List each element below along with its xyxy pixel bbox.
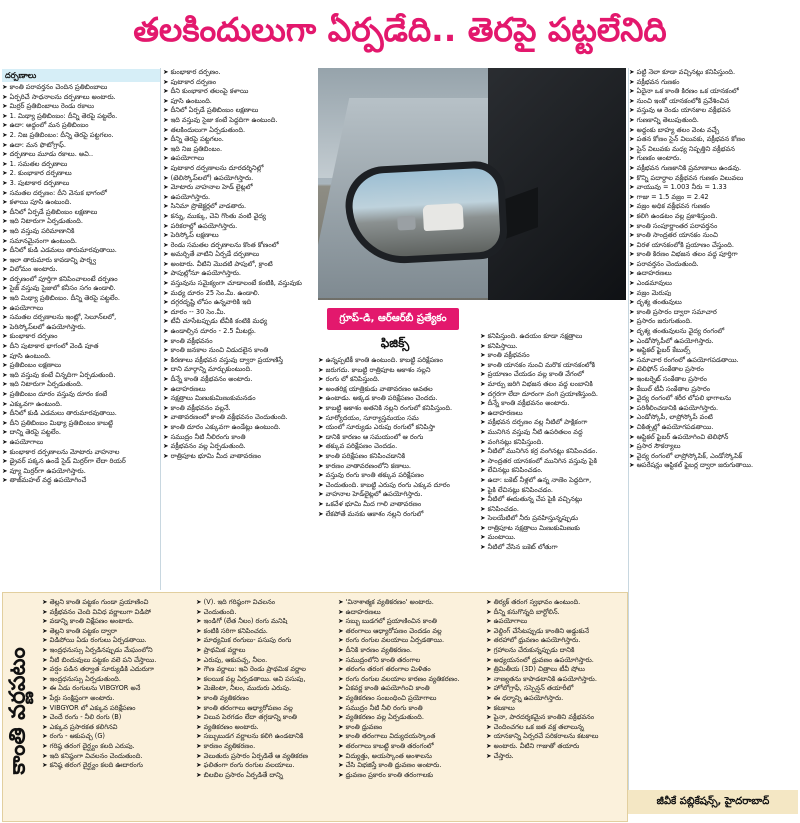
- text-line: ➤ దర్పణంలో పూర్తిగా కనిపించాలంటే దర్పణం: [2, 275, 160, 285]
- box-column-1: [42, 598, 192, 816]
- text-line: ➤ దర్పణాలు మూడు రకాలు. అవి..: [2, 150, 160, 160]
- text-line: ➤ ప్రాథమిక వర్ణాలు: [196, 646, 334, 656]
- headline: తలకిందులుగా ఏర్పడేది.. తెరపై పట్టలేనిది: [133, 9, 667, 49]
- text-line: ➤ పైనా, పారదర్శకమైన కాంతిని వక్రీభవనం: [486, 713, 624, 723]
- text-line: ➤ దాన్ని తెరపై పట్టలేం.: [2, 428, 160, 438]
- text-line: ➤ గరిష్ఠ తరంగ దైర్ఘ్యం కలది ఎరుపు.: [42, 742, 192, 752]
- text-line: ➤ మెజెంటా, నీలం, ముదురు ఎరుపు.: [196, 684, 334, 694]
- text-line: ➤ టెలిఫోన్ సంకేతాల ప్రసారం: [629, 365, 799, 375]
- text-line: ➤ కాంతి తరంగాలు ఆధ్యారోపణం వల్ల: [196, 704, 334, 714]
- text-line: ➤ ప్రతిబింబం లక్షణాలు: [2, 361, 160, 371]
- text-line: ➤ నాణ్యతను కాపాడటానికి ఉపయోగిస్తారు.: [486, 675, 624, 685]
- text-line: ➤ కుంభాకార దర్పణం: [2, 332, 160, 342]
- text-line: ➤ కలయిక వల్ల ఏర్పడతాయి. అవి పసుపు,: [196, 675, 334, 685]
- text-line: ➤ దీన్ని తెరపై పట్టగలం.: [163, 135, 315, 145]
- text-line: ➤ గ్రహాలను చేరుకున్నప్పుడు దానికి: [486, 646, 624, 656]
- text-line: ➤ అమర్చితే వాటిని ఏర్పడే దర్పణాలు: [163, 250, 315, 260]
- text-line: ➤ ఇది మిథ్యా ప్రతిబింబం. దీన్ని తెరపై పట్టలేం.: [2, 294, 160, 304]
- text-line: ➤ కాంతి దూరం ఎక్కువగా ఉండేట్లు ఉంటుంది.: [163, 423, 315, 433]
- text-line: ➤ సాంద్రతర యానకంలో మునిగిన వస్తువు పైకి: [480, 457, 626, 467]
- text-line: ➤ ఎక్కువగా ఉంటుంది.: [2, 400, 160, 410]
- text-line: ➤ పాపుల్లోనూ ఉపయోగిస్తారు.: [163, 269, 315, 279]
- box-column-3: [338, 598, 482, 816]
- text-line: ➤ కంటికి సరిగా కనిపించదు.: [196, 627, 334, 637]
- text-line: ➤ కాంతి యానకం నుంచి మరొక యానకంలోకి: [480, 361, 626, 371]
- text-line: ➤ సబ్బుబుడగ వర్ణాలను కలిగి ఉండటానికి: [196, 732, 334, 742]
- text-line: ➤ వ్యతికరణం అంటారు.: [196, 723, 334, 733]
- text-line: ➤ సమాచార రంగంలో ఉపయోగపడతాయి.: [629, 356, 799, 366]
- text-line: ➤ ఆప్టికల్ ఫైబర్ కేబుల్స్: [629, 346, 799, 356]
- text-line: ➤ VIBGYOR లో ఎక్కువ పరిక్షేపణం: [42, 704, 192, 714]
- text-line: ➤ కలిగి ఉండటం వల్ల ప్రకాశిస్తుంది.: [629, 212, 799, 222]
- text-line: ➤ దగ్గరగా లేదా దూరంగా వంగి ప్రయాణిస్తుంది.: [480, 390, 626, 400]
- text-line: ➤ ప్రయాణం చేయడం వల్ల కాంతి వేగంలో: [480, 370, 626, 380]
- column-5: [628, 68, 799, 808]
- text-line: ➤ సముద్రంలోని కాంతి తరంగాల: [338, 656, 482, 666]
- text-line: ➤ సమతల దర్పణాలను ఇంట్లో, సెలూన్‌లలో,: [2, 313, 160, 323]
- text-line: ➤ నీటి బిందువులు పట్టకం వలె పని చేస్తాయి.: [42, 656, 192, 666]
- text-line: ➤ చేసి విభజిస్తే కాంతి ధ్రువణం అంటారు.: [338, 761, 482, 771]
- text-line: ➤ కాంతి వ్యతికరణం: [196, 694, 334, 704]
- text-line: ➤ మునిగిన వస్తువు నీటి ఉపరితలం వద్ద: [480, 428, 626, 438]
- text-line: ➤ టీవీ చూసేటప్పుడు టీవీకి కంటికి మధ్య: [163, 317, 315, 327]
- text-line: ➤ అంటారు. వీటిని గాజుతో తయారు: [486, 742, 624, 752]
- text-line: ➤ తరంగాలు ఆధ్యారోపణం చెందడం వల్ల: [338, 627, 482, 637]
- text-line: ➤ హోలోగ్రాఫీ, సస్పెన్షన్ తయారీలో: [486, 684, 624, 694]
- text-line: ➤ (V). ఇది గరిష్ఠంగా విచలనం: [196, 598, 334, 608]
- text-line: ➤ కాంతి జనకాల నుంచి విడుదలైన కాంతి: [163, 346, 315, 356]
- text-line: ➤ దృశ్య తంతువులను వైద్య రంగంలో: [629, 327, 799, 337]
- text-line: ➤ వాహనాల హెడ్‌లైట్లలో ఉపయోగిస్తారు.: [318, 490, 478, 500]
- column-1: [2, 68, 161, 590]
- text-line: ➤ వ్యతికరణం సంబంధించి ప్రయోగాలు: [338, 694, 482, 704]
- text-line: ➤ కాంతి కిరణం విభజన తలం వద్ద పూర్తిగా: [629, 250, 799, 260]
- text-line: ➤ ఈ ఏడు రంగులను VIBGYOR అనే: [42, 684, 192, 694]
- box-side-title: [6, 625, 36, 797]
- text-line: ➤ ఇది నిటారుగా ఏర్పడుతుంది.: [2, 380, 160, 390]
- text-line: ➤ విరళ యానకంలోకి ప్రయాణం చేస్తుంది.: [629, 241, 799, 251]
- text-line: ➤ ఉపయోగిస్తారు.: [163, 193, 315, 203]
- text-line: ➤ ఆప్టికల్ ఫైబర్ ఉపయోగించి టెలిఫోన్: [629, 433, 799, 443]
- text-line: ➤ డానికి కారణం ఆ సమయంలో ఆ రంగు: [318, 433, 478, 443]
- text-line: ➤ కాంతి సాంద్రతర యానకం నుంచి: [629, 231, 799, 241]
- text-line: ➤ సెలయేటిలో నీరు ప్రవహిస్తున్నప్పుడు: [480, 514, 626, 524]
- text-line: ➤ మాధ్యమిక రంగులు- పసుపు రంగు: [196, 636, 334, 646]
- text-line: ➤ ఎండోస్కోపీలో ఉపయోగిస్తారు.: [629, 337, 799, 347]
- text-line: ➤ తెల్లని కాంతి పట్టకం ద్వారా: [42, 627, 192, 637]
- exam-banner: గ్రూప్-డి, ఆర్‌ఆర్‌బీ ప్రత్యేకం: [327, 308, 459, 330]
- text-line: ➤ ఇంద్రధనుస్సు ఏర్పడినప్పుడు మేఘంలోని: [42, 646, 192, 656]
- text-line: ➤ సముద్రం నీటి నీలిరంగు కాంతి: [163, 433, 315, 443]
- text-line: ➤ కనిపించడం.: [480, 505, 626, 515]
- text-line: ➤ రాత్రిపూట నక్షత్రాలు మిణుకుమిణుకు: [480, 524, 626, 534]
- text-line: ➤ కాంతి పరావర్తనం చెందిన ప్రతిబింబాలు: [2, 83, 160, 93]
- text-line: ➤ ఇది నిజ ప్రతిబింబం.: [163, 145, 315, 155]
- text-line: ➤ కేబుల్ టీవీ సంకేతాల ప్రసారం: [629, 385, 799, 395]
- text-line: ➤ ఒకవేళ భూమి మీద గాలి వాతావరణం: [318, 500, 478, 510]
- text-line: ➤ ఉదా: అద్దంలో మన ప్రతిబింబం: [2, 121, 160, 131]
- text-line: ➤ అంటారు. వీటిని మొదటి పాపులో, క్రాంటి: [163, 260, 315, 270]
- text-line: ➤ దీనిలో కుడి ఎడమలు తారుమారవుతాయి.: [2, 246, 160, 256]
- text-line: ➤ మంటాయి.: [480, 533, 626, 543]
- text-line: ➤ వంగినట్లు కనిపిస్తుంది.: [480, 438, 626, 448]
- text-line: ➤ రెండు సమతల దర్పణాలను కొంత కోణంలో: [163, 241, 315, 251]
- column-2: [163, 68, 315, 590]
- text-line: ➤ దీని ప్రతిబింబం మిథ్యా ప్రతిబింబం కాబట్టి: [2, 419, 160, 429]
- text-line: ➤ వైద్య రంగంలో శరీర లోపలి భాగాలను: [629, 394, 799, 404]
- text-line: ➤ గుణకం అంటారు.: [629, 154, 799, 164]
- text-line: ➤ రంగు - ఆకుపచ్చ (G): [42, 732, 192, 742]
- text-line: ➤ ఇది కనిష్ఠంగా విచలనం చెందుతుంది.: [42, 752, 192, 762]
- text-line: ➤ నక్షత్రాలు మిణుకుమిణుకుమనడం: [163, 394, 315, 404]
- text-line: ➤ దీన్నే కాంతి వక్రీభవనం అంటారు.: [163, 375, 315, 385]
- text-line: ➤ చెందించగల ఒక జత వక్ర తలాలున్న: [486, 723, 624, 733]
- text-line: ➤ మోటారు వాహనాల హెడ్ లైట్లలో: [163, 183, 315, 193]
- column-4-body: [480, 332, 626, 553]
- text-line: ➤ వక్రీభవనం చెంది వివిధ వర్ణాలుగా విడిపో: [42, 608, 192, 618]
- text-line: ➤ కాంతి తరంగాలు విద్యుదయస్కాంత: [338, 732, 482, 742]
- text-line: ➤ ఉన్నప్పటికీ కాంతి ఉంటుంది. కాబట్టి పరిక్షేపణం: [318, 356, 478, 366]
- text-line: ➤ గాజు = 1.5 వజ్రం = 2.42: [629, 193, 799, 203]
- text-line: ➤ వక్రీభవన గుణకానికి ప్రమాణాలు ఉండవు.: [629, 164, 799, 174]
- text-line: ➤ చేస్తారు.: [486, 752, 624, 762]
- text-line: ➤ తరహాలో ధ్రువణం ఉపయోగిస్తారు.: [486, 636, 624, 646]
- text-line: ➤ ఇది వస్తువు కంటే చిన్నదిగా ఏర్పడుతుంది.: [2, 371, 160, 381]
- column-3-body: [318, 356, 478, 519]
- text-line: ➤ ఉదాహరణలు: [629, 269, 799, 279]
- text-line: ➤ నుంచి ఇంకో యానకంలోకి ప్రవేశించిన: [629, 97, 799, 107]
- text-line: ➤ వాతావరణంలో కాంతి వక్రీభవనం చెందుతుంది.: [163, 413, 315, 423]
- text-line: ➤ ఉపయోగాలు: [2, 304, 160, 314]
- text-line: ➤ 1. మిథ్యా ప్రతిబింబం: దీన్ని తెరపై పట్టలేం.: [2, 112, 160, 122]
- text-line: ➤ రంగు రంగుల వలయాలు ఏర్పడతాయి.: [338, 636, 482, 646]
- text-line: ➤ వర్షం పడిన తర్వాత సూర్యుడికి ఎదురుగా: [42, 665, 192, 675]
- text-line: ➤ నీటిలో ఈదుతున్న చేప పైకి వచ్చినట్లు: [480, 495, 626, 505]
- text-line: ➤ వ్యతికరణం వల్ల ఏర్పడుతుంది.: [338, 713, 482, 723]
- text-line: ➤ త్రిమితీయ (3D) చిత్రాలు టీవీ షోలు: [486, 665, 624, 675]
- column-5-body: [629, 68, 799, 471]
- text-line: ➤ కన్ను, ముక్కు, చెవి గొంతు వంటి వైద్య: [163, 212, 315, 222]
- text-line: ➤ మిర్రర్ ప్రతిబింబాలు రెండు రకాలు: [2, 102, 160, 112]
- text-line: ➤ వస్తువును సమైక్యంగా చూడాలంటే కంటికి, వస్తువుకు: [163, 279, 315, 289]
- text-line: ➤ దీనిలో ఏర్పడే ప్రతిబింబం లక్షణాలు: [2, 208, 160, 218]
- text-line: ➤ కొన్ని పదార్థాల వక్రీభవన గుణకం విలువలు: [629, 174, 799, 184]
- text-line: ➤ వైద్య రంగంలో లాప్రోస్కోపిక్, ఎండోస్కోపిక్: [629, 452, 799, 462]
- text-line: ➤ తక్కువ పరిక్షేపణం చెందడం.: [318, 442, 478, 452]
- text-line: ➤ రంగు రంగుల వలయాల కారణం వ్యతికరణం.: [338, 675, 482, 685]
- text-line: ➤ ఉదాహరణలు: [163, 385, 315, 395]
- text-line: ➤ అంతరిక్ష యాత్రికుడు వాతావరణం అవతల: [318, 385, 478, 395]
- text-line: ➤ ఇది వస్తువు పరిమాణానికి: [2, 227, 160, 237]
- text-line: ➤ ఉదా: మన ఫొటోగ్రాఫ్.: [2, 141, 160, 151]
- text-line: ➤ ఆపరేషన్లు ఆప్టికల్ ఫైబర్ల ద్వారా జరుగుతాయి.: [629, 461, 799, 471]
- text-line: ➤ ఏదైనా ఒక కాంతి కిరణం ఒక యానకంలో: [629, 87, 799, 97]
- text-line: ➤ పేర్లు సంక్షిప్తంగా అంటారు.: [42, 694, 192, 704]
- text-line: ➤ ధ్రువణం ప్రకారం కాంతి తరంగాలకు: [338, 771, 482, 781]
- text-line: ➤ అధ్యయనంలో ధ్రువణం ఉపయోగిస్తారు.: [486, 656, 624, 666]
- text-line: ➤ ఎండోస్కోపీ, లాప్రోస్కోపీ వంటి: [629, 413, 799, 423]
- text-line: ➤ పుటాకార దర్పణాలను దూరదర్శినిల్లో: [163, 164, 315, 174]
- text-line: ➤ వాయువు = 1.003 నీరు = 1.33: [629, 183, 799, 193]
- text-line: ➤ దృశ్య తంతువులు: [629, 298, 799, 308]
- text-line: ➤ పతన కోణం సైన్ విలువకు, వక్రీభవన కోణం: [629, 135, 799, 145]
- car-side-mirror-photo: [318, 68, 626, 300]
- text-line: ➤ పూసి ఉంటుంది.: [163, 97, 315, 107]
- text-line: ➤ ఏర్పరిచే సాధనాలను దర్పణాలు అంటారు.: [2, 93, 160, 103]
- text-line: ➤ పైకి లేచినట్లు కనిపించడం.: [480, 486, 626, 496]
- text-line: ➤ కాంతి వక్రీభవనం: [480, 351, 626, 361]
- text-line: ➤ ఈ ధర్మాన్ని ఉపయోగిస్తారు.: [486, 694, 624, 704]
- text-line: ➤ తరంగాలు కాబట్టి కాంతి తరంగంలో: [338, 742, 482, 752]
- text-line: ➤ పెరిస్కోప్‌లలో ఉపయోగిస్తారు.: [2, 323, 160, 333]
- photo-mirror-glass: [351, 167, 501, 259]
- text-line: ➤ దీని కుంభాకార తలంపై కళాయి: [163, 87, 315, 97]
- text-line: ➤ కుంభాకార దర్పణం.: [163, 68, 315, 78]
- text-line: ➤ దూరం -- 30 సెం.మీ.: [163, 308, 315, 318]
- text-line: ➤ వెలుతురు ప్రసారం ఏర్పడితే ఆ వ్యతికరణ: [196, 752, 334, 762]
- text-line: ➤ సమానమైనంగా ఉంటుంది.: [2, 237, 160, 247]
- text-line: ➤ పెరిస్కోప్ లక్షణాలు: [163, 231, 315, 241]
- text-line: ➤ ఉదా: బకెట్ నీళ్లలో ఉన్న నాణెం పెద్దదిగా,: [480, 476, 626, 486]
- text-line: ➤ ఉపయోగాలు: [486, 617, 624, 627]
- text-line: ➤ కనిపిస్తుంది. ఉదయం కూడా నక్షత్రాలు: [480, 332, 626, 342]
- text-line: ➤ దీనిలో ఏర్పడే ప్రతిబింబం లక్షణాలు: [163, 106, 315, 116]
- box-column-2: [196, 598, 334, 816]
- text-line: ➤ వక్రీభవన గుణకం: [629, 78, 799, 88]
- text-line: ➤ అద్దంకు బాహ్య తలం వెంట వచ్చే: [629, 126, 799, 136]
- publisher-credit: జీవీకే పబ్లికేషన్స్, హైదరాబాద్: [628, 790, 798, 814]
- text-line: ➤ ఏకవర్ణ కాంతి ఉపయోగించి కాంతి: [338, 684, 482, 694]
- text-line: ➤ ఇంటర్నెట్ సంకేతాల ప్రసారం: [629, 375, 799, 385]
- photo-reflected-car-small: [397, 216, 416, 231]
- text-line: ➤ ప్రసార సౌకర్యాలు: [629, 442, 799, 452]
- text-line: ➤ (టెలిస్కోప్‌లలో) ఉపయోగిస్తారు.: [163, 174, 315, 184]
- column-4: [480, 332, 626, 590]
- text-line: ➤ గుణకాన్ని తెలుపుతుంది.: [629, 116, 799, 126]
- text-line: ➤ కళాయి పూసి ఉంటుంది.: [2, 198, 160, 208]
- photo-side-mirror: [344, 160, 509, 266]
- text-line: ➤ సబ్బు బుడగలో ప్రయాణించిన కాంతి: [338, 617, 482, 627]
- text-line: ➤ ఎండమావులు: [629, 279, 799, 289]
- text-line: ➤ లేకపోతే మనకు ఆకాశం నల్లని రంగులో: [318, 510, 478, 520]
- text-line: ➤ దీని పుటాకార భాగంలో వెండి పూత: [2, 342, 160, 352]
- text-line: ➤ కనిష్ఠ తరంగ దైర్ఘ్యం కలది ఊదారంగు: [42, 761, 192, 771]
- text-line: ➤ 2. నిజ ప్రతిబింబం: దీన్ని తెరపై పట్టగలం.: [2, 131, 160, 141]
- text-line: ➤ కనిపిస్తాయి.: [480, 342, 626, 352]
- text-line: ➤ కటకాలు: [486, 704, 624, 714]
- text-line: ➤ పూసి ఉంటుంది.: [2, 352, 160, 362]
- text-line: ➤ ఉపయోగాలు: [2, 438, 160, 448]
- text-line: ➤ ఉదాహరణలు: [338, 608, 482, 618]
- text-line: ➤ వస్తువు ఆ రెండు యానకాల వక్రీభవన: [629, 106, 799, 116]
- text-line: ➤ పట్టి నెలా కూడా వచ్చినట్లు కనిపిస్తుంది.: [629, 68, 799, 78]
- text-line: ➤ కారణం వాతావరణంలోని కణాలు.: [318, 462, 478, 472]
- photo-reflected-car: [423, 203, 464, 231]
- text-line: ➤ తిర్యక్ తరంగ స్వభావం ఉంటుంది.: [486, 598, 624, 608]
- text-line: ➤ ఇది వస్తువు సైజు కంటే పెద్దదిగా ఉంటుంది.: [163, 116, 315, 126]
- box-column-4: [486, 598, 624, 816]
- text-line: ➤ సినిమా ప్రొజెక్టర్లలో వాడతారు.: [163, 202, 315, 212]
- text-line: ➤ పరికరాల్లో ఉపయోగిస్తారు.: [163, 222, 315, 232]
- text-line: ➤ ఇది నిటారుగా ఏర్పడుతుంది.: [2, 217, 160, 227]
- text-line: ➤ తలకిందులుగా ఏర్పడుతుంది.: [163, 126, 315, 136]
- text-line: ➤ వక్రీభవనం వల్ల ఏర్పడుతుంది.: [163, 442, 315, 452]
- text-line: ➤ ఇండిగో (లేత నీలం) రంగు మనిషి: [196, 617, 334, 627]
- column-2-body: [163, 68, 315, 461]
- text-line: ➤ కారణం వ్యతికరణం.: [196, 742, 334, 752]
- text-line: ➤ దీన్ని కనుగొన్నది బార్టోలిన్.: [486, 608, 624, 618]
- text-line: ➤ కాంతి పరిక్షేపణం కనిపించడానికి: [318, 452, 478, 462]
- text-line: ➤ వజ్రం మెరుపు: [629, 289, 799, 299]
- text-line: ➤ విలువ పెరగడం లేదా తగ్గడాన్ని కాంతి: [196, 713, 334, 723]
- column-1-body: [2, 83, 160, 486]
- text-line: ➤ ఫలితంగా రంగు రంగుల వలయాలు.: [196, 761, 334, 771]
- text-line: ➤ నీటిలో వేసిన బకెట్ లోతుగా: [480, 543, 626, 553]
- text-line: ➤ నీటిలో మునిగిన కర్ర వంగినట్లు కనిపించడం.: [480, 447, 626, 457]
- text-line: ➤ 2. కుంభాకార దర్పణాలు: [2, 169, 160, 179]
- text-line: ➤ 1. సమతల దర్పణాలు: [2, 160, 160, 170]
- text-line: ➤ లేచినట్లు కనిపించడం.: [480, 466, 626, 476]
- text-line: ➤ ఉండాల్సిన దూరం - 2.5 మీటర్లు.: [163, 327, 315, 337]
- text-line: ➤ వడాన్ని కాంతి విక్షేపణం అంటారు.: [42, 617, 192, 627]
- text-line: ➤ జరుగదు. కాబట్టి రాత్రిపూట ఆకాశం నల్లని: [318, 366, 478, 376]
- photo-car-frame: [488, 68, 626, 300]
- text-line: ➤ చెందుతుంది.: [196, 608, 334, 618]
- text-line: ➤ కిరణాలు వక్రీభవన వస్తువు ద్వారా ప్రయాణిస్తే: [163, 356, 315, 366]
- text-line: ➤ డ్రైవర్ పక్కన ఉండే సైడ్ మిర్రర్‌గా లేదా రియర్: [2, 457, 160, 467]
- text-line: ➤ బిలబిల ప్రసారం ఏర్పడితే దాన్ని: [196, 771, 334, 781]
- subject-title: ఫిజిక్స్: [380, 336, 410, 350]
- box-side-title-text: కాంతి వర్ణపటం: [6, 647, 32, 775]
- text-line: ➤ కాబట్టి ఆకాశం అతనికి నల్లని రంగులో కనిపిస్తుంది.: [318, 404, 478, 414]
- text-line: ➤ ఎక్కువ ప్రసారకత కలిగినవి: [42, 723, 192, 733]
- text-line: ➤ రంగు లో కనిపిస్తుంది.: [318, 375, 478, 385]
- text-line: ➤ చెందుతుంది. కాబట్టి ఎరుపు రంగు ఎక్కువ దూరం: [318, 481, 478, 491]
- text-line: ➤ సూర్యోదయం, సూర్యాస్తమయం సమ: [318, 414, 478, 424]
- text-line: ➤ ప్రతిబింబం దూరం వస్తువు దూరం కంటే: [2, 390, 160, 400]
- text-line: ➤ విద్యుత్తు, అయస్కాంత అంశాలను: [338, 752, 482, 762]
- text-line: ➤ రాత్రిపూట భూమి మీద వాతావరణం: [163, 452, 315, 462]
- text-line: ➤ పరావర్తనం చెందుతుంది.: [629, 260, 799, 270]
- text-line: ➤ 'వినాశాత్మక వ్యతికరణం' అంటారు.: [338, 598, 482, 608]
- text-line: ➤ సైజ్ వస్తువు సైజులో కనీసం సగం ఉండాలి.: [2, 284, 160, 294]
- text-line: ➤ కాంతి ప్రసారం ద్వారా సమాచార: [629, 308, 799, 318]
- text-line: ➤ సైన్ విలువకు మధ్య నిష్పత్తిని వక్రీభవన: [629, 145, 799, 155]
- text-line: ➤ ప్రసారం జరుగుతుంది.: [629, 317, 799, 327]
- text-line: ➤ పరిశీలించడానికి ఉపయోగిస్తారు.: [629, 404, 799, 414]
- text-line: ➤ చికిత్సల్లో ఉపయోగపడతాయి.: [629, 423, 799, 433]
- text-line: ➤ కాంతి సంపూర్ణాంతర పరావర్తనం: [629, 222, 799, 232]
- text-line: ➤ పుటాకార దర్పణం: [163, 78, 315, 88]
- text-line: ➤ విలోమం అంటారు.: [2, 265, 160, 275]
- text-line: ➤ ఇంద్రధనుస్సు ఏర్పడుతుంది.: [42, 675, 192, 685]
- text-line: ➤ కాంతి వక్రీభవనం వల్లనే.: [163, 404, 315, 414]
- text-line: ➤ వ్యూ మిర్రర్‌గా ఉపయోగిస్తారు.: [2, 467, 160, 477]
- text-line: ➤ సముద్రం నీటి నీలి రంగు కాంతి: [338, 704, 482, 714]
- text-line: ➤ మార్పు జరిగి విభజన తలం వద్ద లంబానికి: [480, 380, 626, 390]
- text-line: ➤ యంలో సూర్యుడు ఎరుపు రంగులో కనిపిస్తా: [318, 423, 478, 433]
- text-line: ➤ వజ్రం అధిక వక్రీభవన గుణకం: [629, 202, 799, 212]
- text-line: ➤ దీన్నే కాంతి వక్రీభవనం అంటారు.: [480, 399, 626, 409]
- text-line: ➤ యానకాన్ని ఏర్పరచే పరికరాలను కటకాలు: [486, 732, 624, 742]
- text-line: ➤ దీనికి కారణం వ్యతికరణం.: [338, 646, 482, 656]
- text-line: ➤ కాంతి ధ్రువణం: [338, 723, 482, 733]
- text-line: ➤ చెందే రంగు - నీలి రంగు (B): [42, 713, 192, 723]
- text-line: ➤ కాంతి వక్రీభవనం: [163, 337, 315, 347]
- text-line: ➤ ఉంటాడు. అక్కడ కాంతి పరిక్షేపణం చెందదు.: [318, 394, 478, 404]
- text-line: ➤ దీనిలో కుడి ఎడమలు తారుమారవుతాయి.: [2, 409, 160, 419]
- text-line: ➤ గౌణ వర్ణాలు: ఇవి రెండు ప్రాథమిక వర్ణాల: [196, 665, 334, 675]
- text-line: ➤ ఉపయోగాలు: [163, 154, 315, 164]
- text-line: ➤ కుంభాకార దర్పణాలను మోటారు వాహనాల: [2, 448, 160, 458]
- text-line: ➤ వస్తువు రంగు కాంతి తక్కువ పరిక్షేపణం: [318, 471, 478, 481]
- section-heading-mirrors: దర్పణాలు: [2, 69, 160, 82]
- text-line: ➤ తరంగం తరంగ తరంగాల మిళితం: [338, 665, 482, 675]
- text-line: ➤ తాజ్‌మహల్ వద్ద ఉపయోగించే: [2, 476, 160, 486]
- text-line: ➤ దాని మార్గాన్ని మార్చుకుంటుంది.: [163, 365, 315, 375]
- text-line: ➤ వక్రీభవన దర్పణం వల్ల నీటిలో పాక్షికంగా: [480, 418, 626, 428]
- text-line: ➤ ఇలా తారుమారు కావడాన్ని పార్శ్వ: [2, 256, 160, 266]
- text-line: ➤ ఎరుపు, ఆకుపచ్చ, నీలం.: [196, 656, 334, 666]
- text-line: ➤ విడిపోయి ఏడు రంగులు ఏర్పడతాయి.: [42, 636, 192, 646]
- text-line: ➤ తెల్లని కాంతి పట్టకం గుండా ప్రయాణించి: [42, 598, 192, 608]
- column-3: [318, 356, 478, 590]
- text-line: ➤ 3. పుటాకార దర్పణాలు: [2, 179, 160, 189]
- text-line: ➤ సమతల దర్పణం: దీని వెనుక భాగంలో: [2, 189, 160, 199]
- text-line: ➤ దగ్గరదృష్టి లోపం ఉన్నవారికి ఇది: [163, 298, 315, 308]
- text-line: ➤ మధ్య దూరం 25 సెం.మీ. ఉండాలి.: [163, 289, 315, 299]
- text-line: ➤ వెల్డింగ్ చేసేటప్పుడు కాంతిని అడ్డుకునే: [486, 627, 624, 637]
- text-line: ➤ ఉదాహరణలు: [480, 409, 626, 419]
